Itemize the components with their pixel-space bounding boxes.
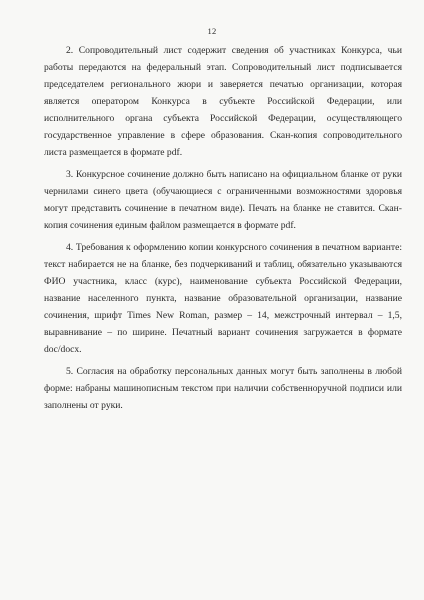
paragraph-4-print-requirements: 4. Требования к оформлению копии конкурсного сочинения в печатном варианте: текст набирается не на бланке, без подчеркиваний и таблиц, обязательно указываются ФИО участника, класс (курс), наименование субъекта Российской Федерации, название населенного пункта, название образовательной организации, название сочинения, шрифт Times New Roman, размер – 14, межстрочный интервал – 1,5, выравнивание – по ширине. Печатный вариант сочинения загружается в формате doc/docx.	[44, 242, 402, 355]
paragraph-3-essay-form: 3. Конкурсное сочинение должно быть написано на официальном бланке от руки чернилами синего цвета (обучающиеся с ограниченными возможностями здоровья могут представить сочинение в печатном виде). Печать на бланке не ставится. Скан-копия сочинения единым файлом размещается в формате pdf.	[44, 169, 402, 231]
paragraph-5-consent: 5. Согласия на обработку персональных данных могут быть заполнены в любой форме: набраны машинописным текстом при наличии собственноручной подписи или заполнены от руки.	[44, 366, 402, 411]
page-number: 12	[207, 26, 217, 36]
paragraph-2-cover-sheet: 2. Сопроводительный лист содержит сведения об участниках Конкурса, чьи работы передаются на федеральный этап. Сопроводительный лист подписывается председателем регионального жюри и заверяется печатью организации, которая является оператором Конкурса в субъекте Российской Федерации, или исполнительного органа субъекта Российской Федерации, осуществляющего государственное управление в сфере образования. Скан-копия сопроводительного листа размещается в формате pdf.	[44, 45, 402, 158]
document-body	[44, 42, 402, 419]
